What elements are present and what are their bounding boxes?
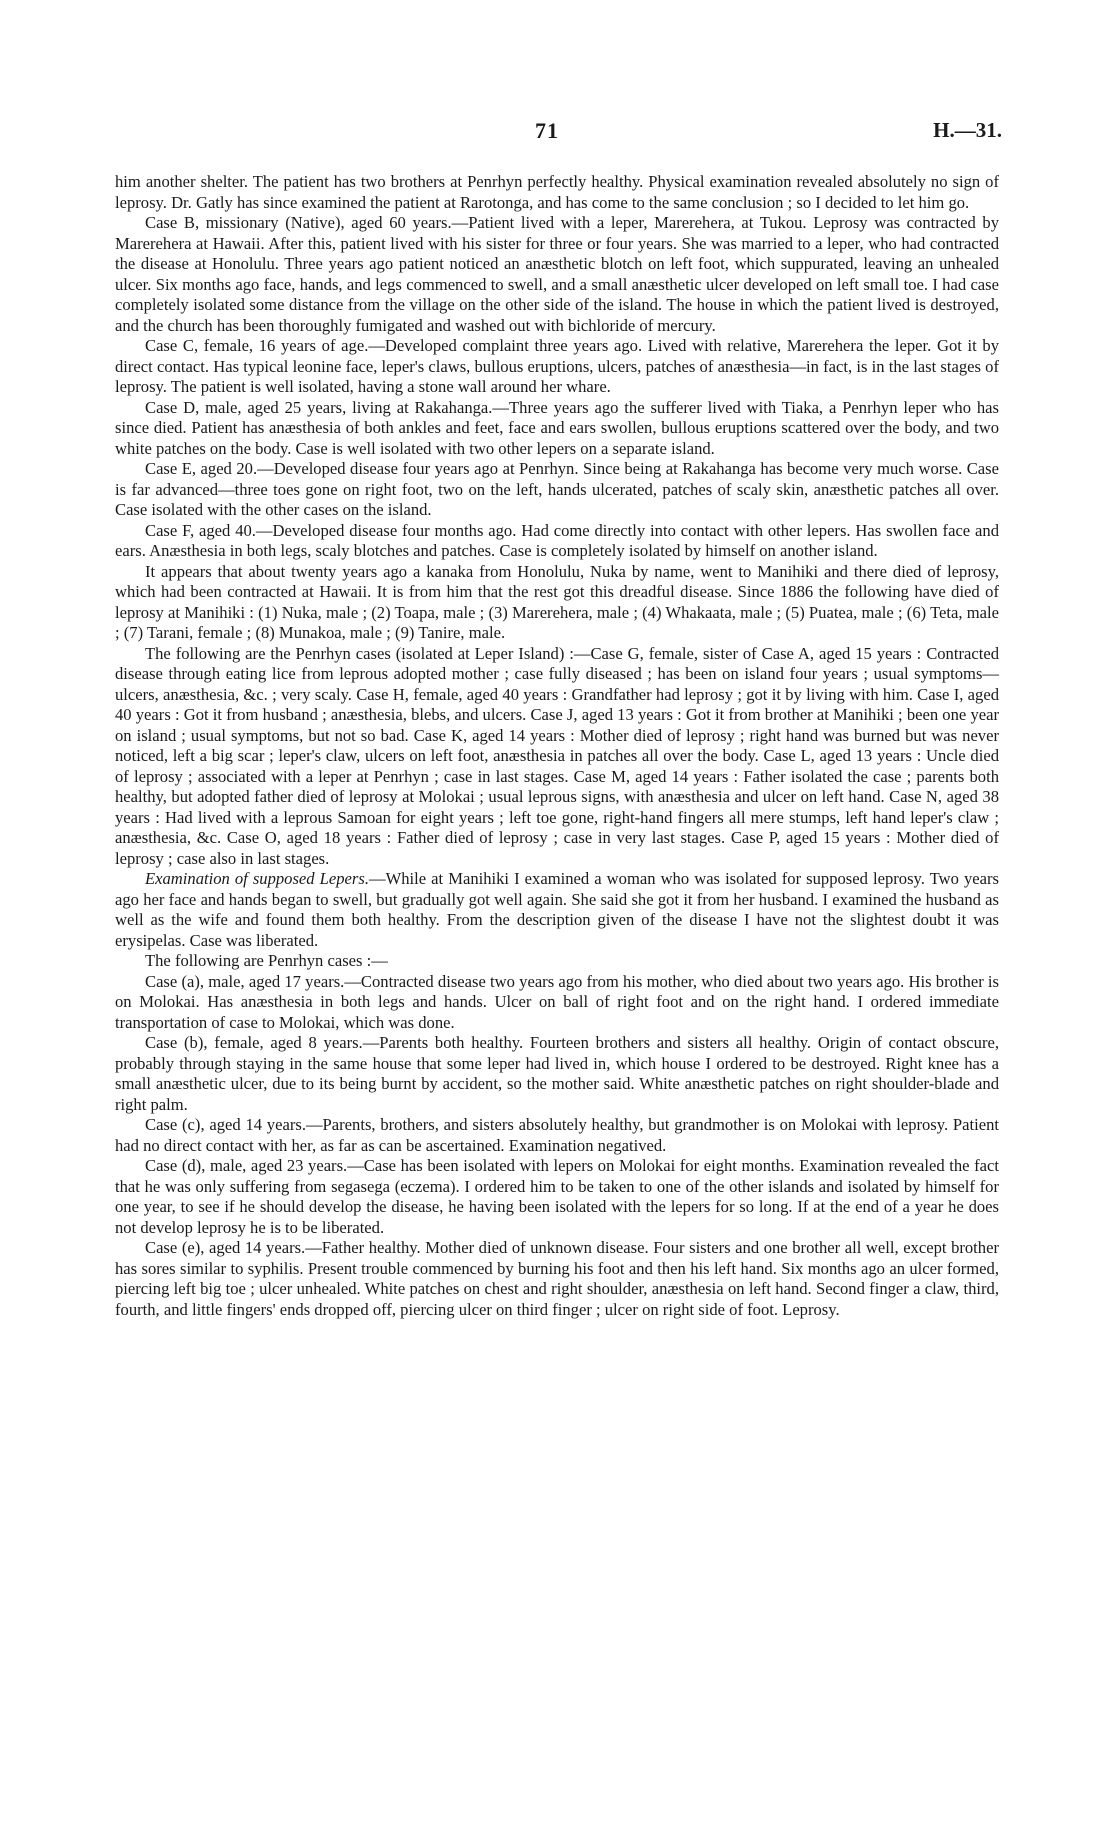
paragraph: Case (b), female, aged 8 years.—Parents both healthy. Fourteen brothers and sisters all healthy. Origin of contact obscure, probably through staying in the same house that some leper had lived in, which house I ordered to be destroyed. Right knee has a small anæsthetic ulcer, due to its being burnt by accident, so the mother said. White anæsthetic patches on right shoulder-blade and right palm. bbox=[115, 1033, 999, 1114]
section-lead-italic: Examination of supposed Lepers. bbox=[145, 869, 369, 888]
page-header bbox=[0, 118, 1114, 148]
paragraph: Case (d), male, aged 23 years.—Case has been isolated with lepers on Molokai for eight months. Examination revealed the fact that he was only suffering from segasega (eczema). I ordered him to be taken to one of the other islands and isolated by himself for one year, to see if he should develop the disease, he having been isolated with the lepers for so long. If at the end of a year he does not develop leprosy he is to be liberated. bbox=[115, 1156, 999, 1237]
page-number: 71 bbox=[535, 118, 559, 143]
paragraph: Case (e), aged 14 years.—Father healthy. Mother died of unknown disease. Four sisters and one brother all well, except brother has sores similar to syphilis. Present trouble commenced by burning his foot and then his left hand. Six months ago an ulcer formed, piercing left big toe ; ulcer unhealed. White patches on chest and right shoulder, anæsthesia on left hand. Second finger a claw, third, fourth, and little fingers' ends dropped off, piercing ulcer on third finger ; ulcer on right side of foot. Leprosy. bbox=[115, 1238, 999, 1319]
paragraph: him another shelter. The patient has two brothers at Penrhyn perfectly healthy. Physical examination revealed absolutely no sign of leprosy. Dr. Gatly has since examined the patient at Rarotonga, and has come to the same conclusion ; so I decided to let him go. bbox=[115, 172, 999, 212]
paragraph: Case F, aged 40.—Developed disease four months ago. Had come directly into contact with other lepers. Has swollen face and ears. Anæsthesia in both legs, scaly blotches and patches. Case is completely isolated by himself on another island. bbox=[115, 520, 999, 560]
paragraph: Case (a), male, aged 17 years.—Contracted disease two years ago from his mother, who died about two years ago. His brother is on Molokai. Has anæsthesia in both legs and hands. Ulcer on ball of right foot and on the right hand. I ordered immediate transportation of case to Molokai, which was done. bbox=[115, 971, 999, 1032]
paragraph: The following are the Penrhyn cases (isolated at Leper Island) :—Case G, female, sister of Case A, aged 15 years : Contracted disease through eating lice from leprous adopted mother ; case fully diseased ; has been on island four years ; usual symptoms—ulcers, anæsthesia, &c. ; very scaly. Case H, female, aged 40 years : Grandfather had leprosy ; got it by living with him. Case I, aged 40 years : Got it from husband ; anæsthesia, blebs, and ulcers. Case J, aged 13 years : Got it from brother at Manihiki ; been one year on island ; usual symptoms, but not so bad. Case K, aged 14 years : Mother died of leprosy ; right hand was burned but was never noticed, left a big scar ; leper's claw, ulcers on left foot, anæsthesia in patches all over the body. Case L, aged 13 years : Uncle died of leprosy ; associated with a leper at Penrhyn ; case in last stages. Case M, aged 14 years : Father isolated the case ; parents both healthy, but adopted father died of leprosy at Molokai ; usual leprous signs, with anæsthesia and ulcer on left hand. Case N, aged 38 years : Had lived with a leprous Samoan for eight years ; left toe gone, right-hand fingers all mere stumps, left hand leper's claw ; anæsthesia, &c. Case O, aged 18 years : Father died of leprosy ; case in very last stages. Case P, aged 15 years : Mother died of leprosy ; case also in last stages. bbox=[115, 643, 999, 868]
paragraph: Case C, female, 16 years of age.—Developed complaint three years ago. Lived with relative, Marerehera the leper. Got it by direct contact. Has typical leonine face, leper's claws, bullous eruptions, ulcers, patches of anæsthesia—in fact, is in the last stages of leprosy. The patient is well isolated, having a stone wall around her whare. bbox=[115, 336, 999, 396]
paragraph: Case D, male, aged 25 years, living at Rakahanga.—Three years ago the sufferer lived with Tiaka, a Penrhyn leper who has since died. Patient has anæsthesia of both ankles and feet, face and ears swollen, bullous eruptions scattered over the body, and two white patches on the body. Case is well isolated with two other lepers on a separate island. bbox=[115, 397, 999, 458]
paragraph: Case B, missionary (Native), aged 60 years.—Patient lived with a leper, Marerehera, at Tukou. Leprosy was contracted by Marerehera at Hawaii. After this, patient lived with his sister for three or four years. She was married to a leper, who had contracted the disease at Honolulu. Three years ago patient noticed an anæsthetic blotch on left foot, which suppurated, leaving an unhealed ulcer. Six months ago face, hands, and legs commenced to swell, and a small anæsthetic ulcer developed on left small toe. I had case completely isolated some distance from the village on the other side of the island. The house in which the patient lived is destroyed, and the church has been thoroughly fumigated and washed out with bichloride of mercury. bbox=[115, 213, 999, 335]
paper-reference: H.—31. bbox=[933, 118, 1002, 142]
paragraph: It appears that about twenty years ago a kanaka from Honolulu, Nuka by name, went to Manihiki and there died of leprosy, which had been contracted at Hawaii. It is from him that the rest got this dreadful disease. Since 1886 the following have died of leprosy at Manihiki : (1) Nuka, male ; (2) Toapa, male ; (3) Marerehera, male ; (4) Whakaata, male ; (5) Puatea, male ; (6) Teta, male ; (7) Tarani, female ; (8) Munakoa, male ; (9) Tanire, male. bbox=[115, 561, 999, 642]
paragraph: The following are Penrhyn cases :— bbox=[145, 951, 388, 970]
paragraph: Case (c), aged 14 years.—Parents, brothers, and sisters absolutely healthy, but grandmother is on Molokai with leprosy. Patient had no direct contact with her, as far as can be ascertained. Examination negatived. bbox=[115, 1115, 999, 1155]
body-text bbox=[115, 172, 999, 1320]
paragraph: Examination of supposed Lepers.—While at Manihiki I examined a woman who was isolated for supposed leprosy. Two years ago her face and hands began to swell, but gradually got well again. She said she got it from her husband. I examined the husband as well as the wife and found them both healthy. From the description given of the disease I have not the slightest doubt it was erysipelas. Case was liberated. bbox=[115, 869, 999, 950]
paragraph: Case E, aged 20.—Developed disease four years ago at Penrhyn. Since being at Rakahanga has become very much worse. Case is far advanced—three toes gone on right foot, two on the left, hands ulcerated, patches of scaly skin, anæsthetic patches all over. Case isolated with the other cases on the island. bbox=[115, 459, 999, 519]
